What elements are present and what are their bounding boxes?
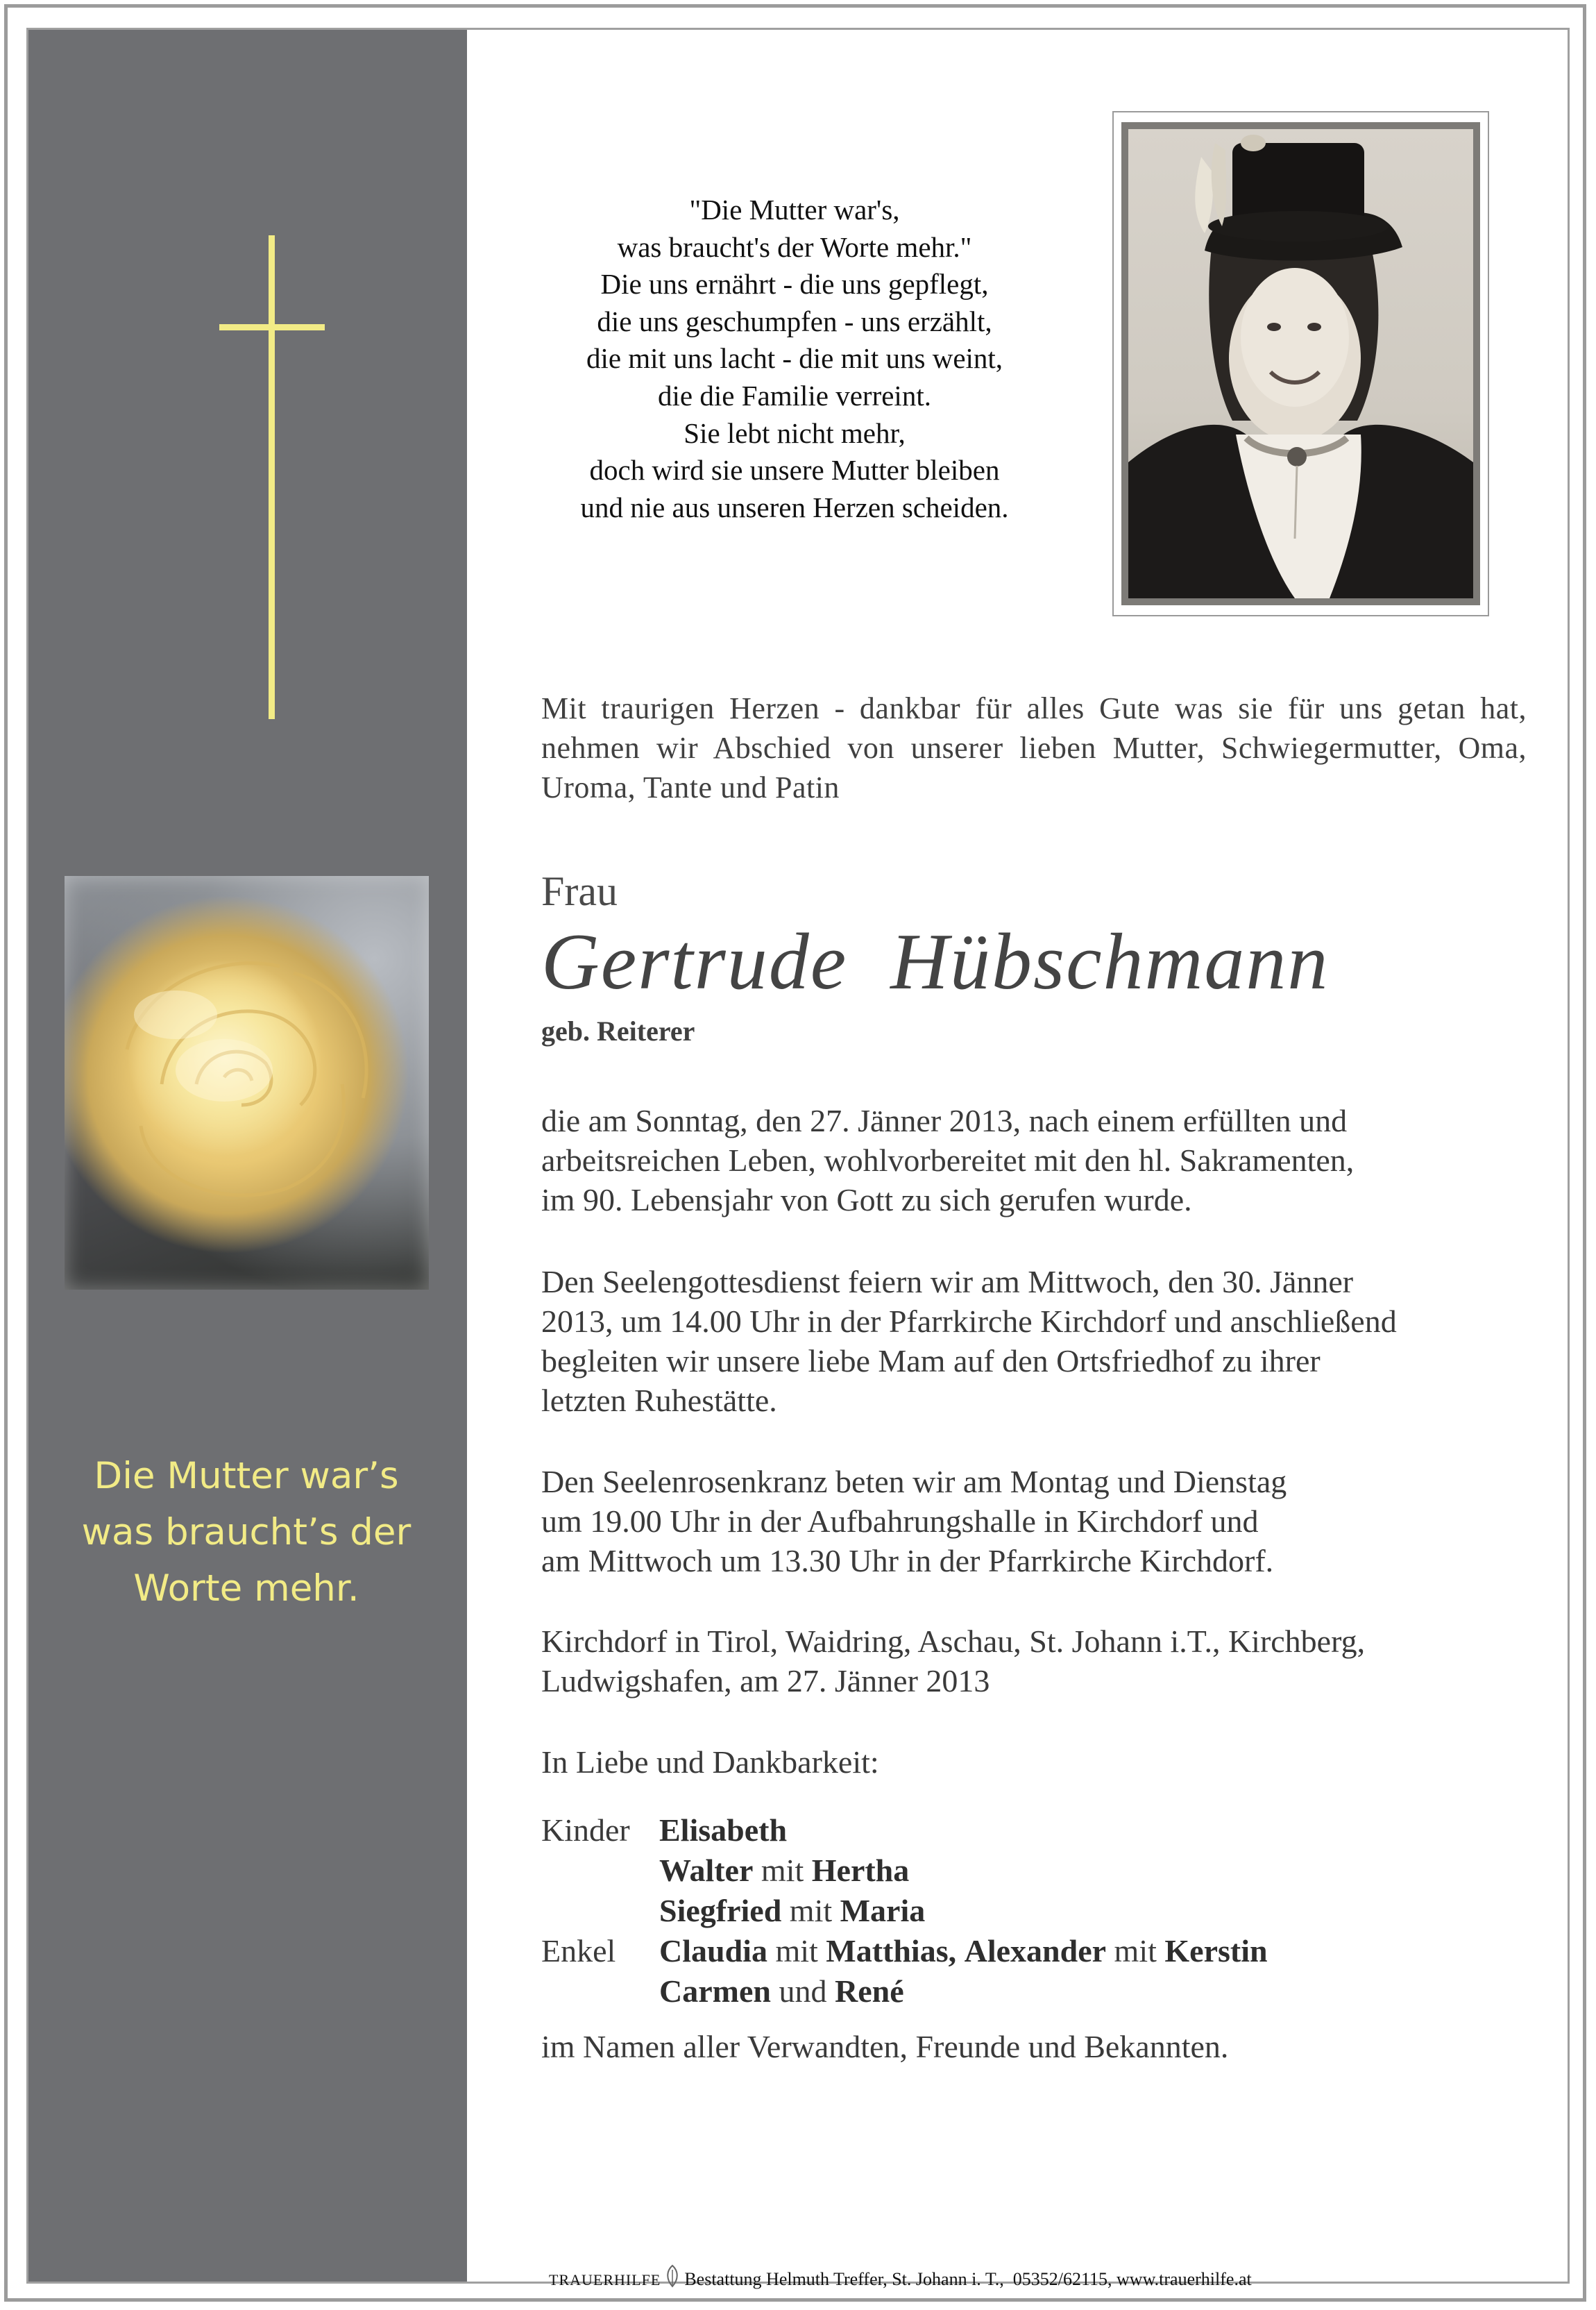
grandchild-name: Carmen	[659, 1973, 771, 2009]
child-name: Siegfried	[659, 1893, 782, 1928]
funeral-mass-text: Den Seelengottesdienst feiern wir am Mittwoch, den 30. Jänner 2013, um 14.00 Uhr in der Pfarrkirche Kirchdorf und anschließend begleiten wir unsere liebe Mam auf den Ortsfriedhof zu ihrer letzten Ruhestätte.	[541, 1264, 1397, 1418]
connector-text: und	[779, 1973, 827, 2009]
sidebar-quote: Die Mutter war’s was braucht’s der Worte mehr.	[81, 1455, 411, 1610]
family-names	[659, 1971, 904, 2011]
grandchild-name: Alexander	[964, 1933, 1107, 1968]
leaf-icon	[663, 2264, 681, 2293]
deceased-name: Gertrude Hübschmann	[541, 918, 1330, 1006]
children-label: Kinder	[541, 1812, 630, 1848]
cross-icon-bar	[219, 324, 325, 330]
partner-name: Kerstin	[1164, 1933, 1268, 1968]
grandchild-name: Claudia	[659, 1933, 767, 1968]
rosary-text: Den Seelenrosenkranz beten wir am Montag und Dienstag um 19.00 Uhr in der Aufbahrungshalle in Kirchdorf und am Mittwoch um 13.30 Uhr in der Pfarrkirche Kirchdorf.	[541, 1464, 1287, 1578]
grandchild-name: René	[834, 1973, 904, 2009]
connector-text: mit	[1114, 1933, 1157, 1968]
dedication-line: In Liebe und Dankbarkeit:	[541, 1744, 879, 1780]
cross-icon	[269, 235, 275, 719]
salutation: Frau	[541, 868, 618, 914]
child-name: Walter	[659, 1853, 754, 1888]
family-names	[659, 1931, 1268, 1971]
memorial-poem: "Die Mutter war's, was braucht's der Worte mehr." Die uns ernährt - die uns gepflegt, die uns geschumpfen - uns erzählt, die mit uns lacht - die mit uns weint, die die Familie verreint. Sie lebt nicht mehr, doch wird sie unsere Mutter bleiben und nie aus unseren Herzen scheiden.	[580, 194, 1009, 523]
connector-text: mit	[761, 1853, 804, 1888]
rose-image	[65, 876, 429, 1290]
footer-brand: TRAUERHILFE	[549, 2271, 661, 2288]
spouse-name: Maria	[840, 1893, 926, 1928]
partner-name: Matthias,	[826, 1933, 957, 1968]
connector-text: mit	[789, 1893, 833, 1928]
death-notice: die am Sonntag, den 27. Jänner 2013, nach einem erfüllten und arbeitsreichen Leben, wohlvorbereitet mit den hl. Sakramenten, im 90. Lebensjahr von Gott zu sich gerufen wurde.	[541, 1103, 1355, 1217]
family-names	[659, 1891, 925, 1930]
grandchildren-label: Enkel	[541, 1933, 616, 1968]
portrait-illustration	[1128, 129, 1473, 598]
places-date: Kirchdorf in Tirol, Waidring, Aschau, St. Johann i.T., Kirchberg, Ludwigshafen, am 27. Jänner 2013	[541, 1624, 1366, 1698]
family-names	[659, 1810, 787, 1850]
portrait-photo	[1121, 122, 1480, 605]
closing-line: im Namen aller Verwandten, Freunde und Bekannten.	[541, 2029, 1229, 2064]
family-names	[659, 1850, 909, 1890]
footer-contact: Bestattung Helmuth Treffer, St. Johann i. T., 05352/62115, www.trauerhilfe.at	[684, 2269, 1252, 2289]
intro-text: Mit traurigen Herzen - dankbar für alles Gute was sie für uns getan hat, nehmen wir Abschied von unserer lieben Mutter, Schwiegermutter, Oma, Uroma, Tante und Patin	[541, 691, 1527, 804]
spouse-name: Hertha	[811, 1853, 910, 1888]
footer	[540, 2243, 1252, 2293]
child-name: Elisabeth	[659, 1812, 788, 1848]
maiden-name: geb. Reiterer	[541, 1015, 695, 1047]
connector-text: mit	[775, 1933, 818, 1968]
